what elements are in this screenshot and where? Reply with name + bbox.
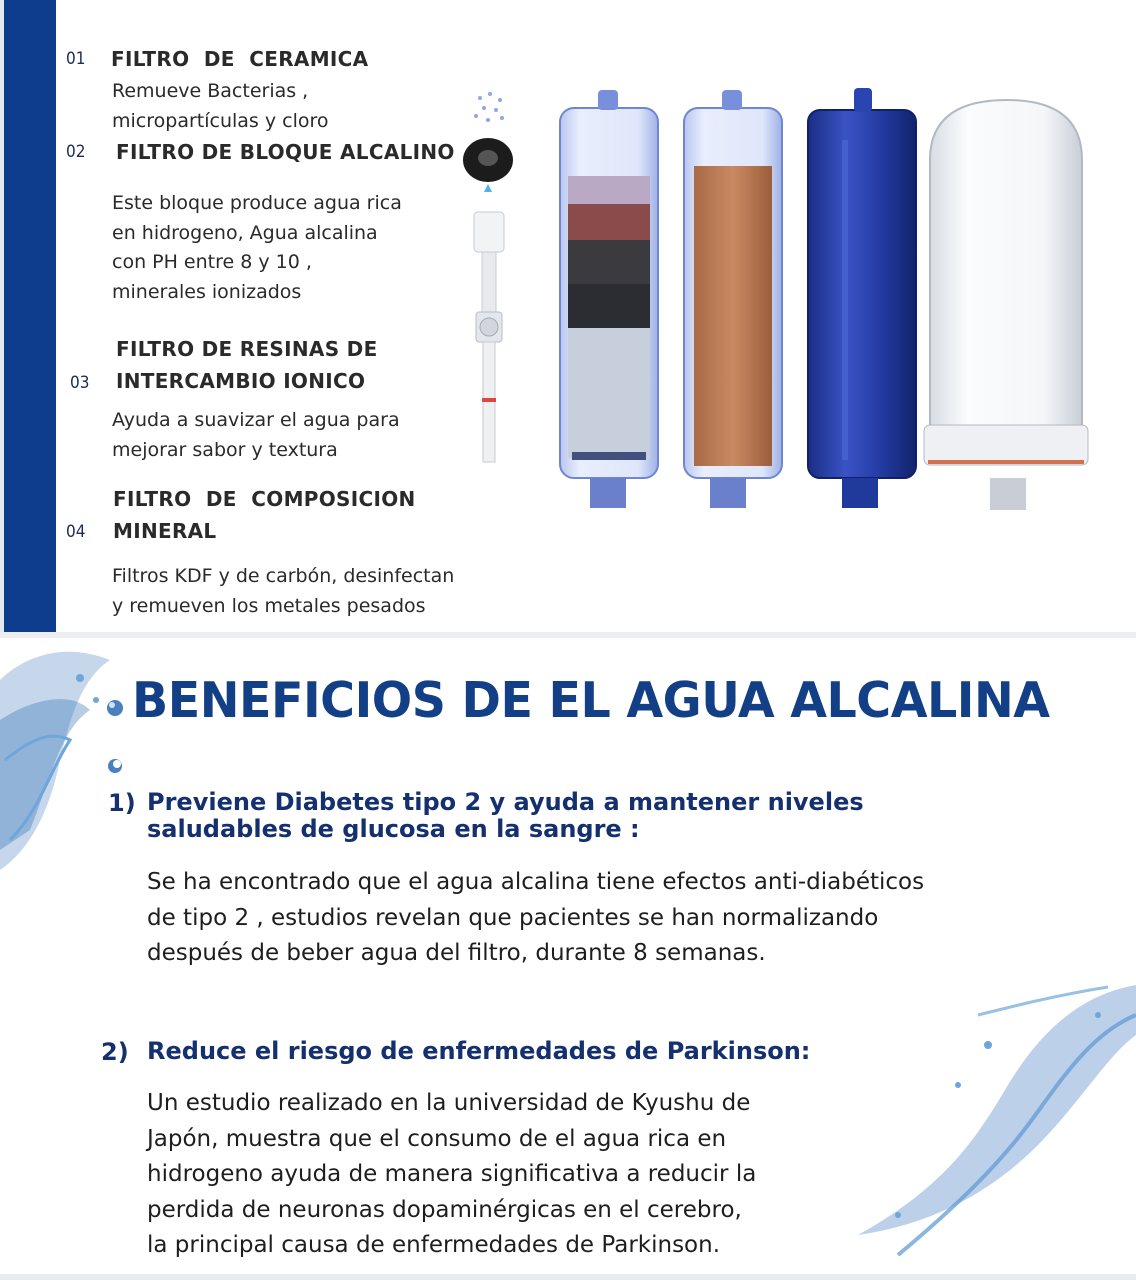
resin-cartridge xyxy=(808,88,916,508)
mineral-cartridge xyxy=(924,100,1088,510)
filter-number: 02 xyxy=(66,142,86,162)
benefits-heading: BENEFICIOS DE EL AGUA ALCALINA xyxy=(132,672,1050,729)
benefit-number: 2) xyxy=(101,1038,129,1066)
water-drop-bullet-icon xyxy=(106,757,124,775)
filter-description: Ayuda a suavizar el agua para mejorar sabor y textura xyxy=(112,409,400,461)
benefit-text: Se ha encontrado que el agua alcalina tiene efectos anti-diabéticos de tipo 2 , estudios revelan que pacientes se han normalizando después de beber agua del filtro, durante 8 semanas. xyxy=(147,869,925,966)
bottom-edge-strip xyxy=(0,1274,1136,1280)
benefit-title: Previene Diabetes tipo 2 y ayuda a mantener niveles saludables de glucosa en la sangre : xyxy=(147,788,864,843)
filter-number: 03 xyxy=(70,373,90,393)
benefit-title: Reduce el riesgo de enfermedades de Parkinson: xyxy=(147,1037,811,1065)
benefit-text: Un estudio realizado en la universidad de Kyushu de Japón, muestra que el consumo de el agua rica en hidrogeno ayuda de manera significativa a reducir la perdida de neuronas dopaminérgicas en el cerebro, la principal causa de enfermedades de Parkinson. xyxy=(147,1090,757,1258)
water-splash-left-icon xyxy=(0,640,120,875)
ceramic-cartridge xyxy=(560,90,658,508)
filter-title: FILTRO DE COMPOSICION MINERAL xyxy=(113,487,416,543)
alkaline-block-cartridge xyxy=(684,90,782,508)
water-drop-bullet-icon xyxy=(104,697,126,719)
benefit-number: 1) xyxy=(108,789,136,817)
filter-title: FILTRO DE CERAMICA xyxy=(111,47,369,71)
water-splash-right-icon xyxy=(838,975,1136,1275)
filter-number: 04 xyxy=(66,522,86,542)
exploded-parts-icon xyxy=(463,92,513,462)
filter-description: Remueve Bacterias , micropartículas y cloro xyxy=(112,80,329,132)
filter-cartridge-product-photo xyxy=(462,80,1122,525)
filter-title: FILTRO DE BLOQUE ALCALINO xyxy=(116,140,455,164)
brand-side-bar xyxy=(4,0,56,633)
filter-description: Este bloque produce agua rica en hidrogeno, Agua alcalina con PH entre 8 y 10 , minerales ionizados xyxy=(112,192,402,303)
filter-stages-panel xyxy=(0,0,1136,633)
filter-number: 01 xyxy=(66,49,86,69)
filter-description: Filtros KDF y de carbón, desinfectan y remueven los metales pesados xyxy=(112,565,455,617)
filter-title: FILTRO DE RESINAS DE INTERCAMBIO IONICO xyxy=(116,337,378,393)
